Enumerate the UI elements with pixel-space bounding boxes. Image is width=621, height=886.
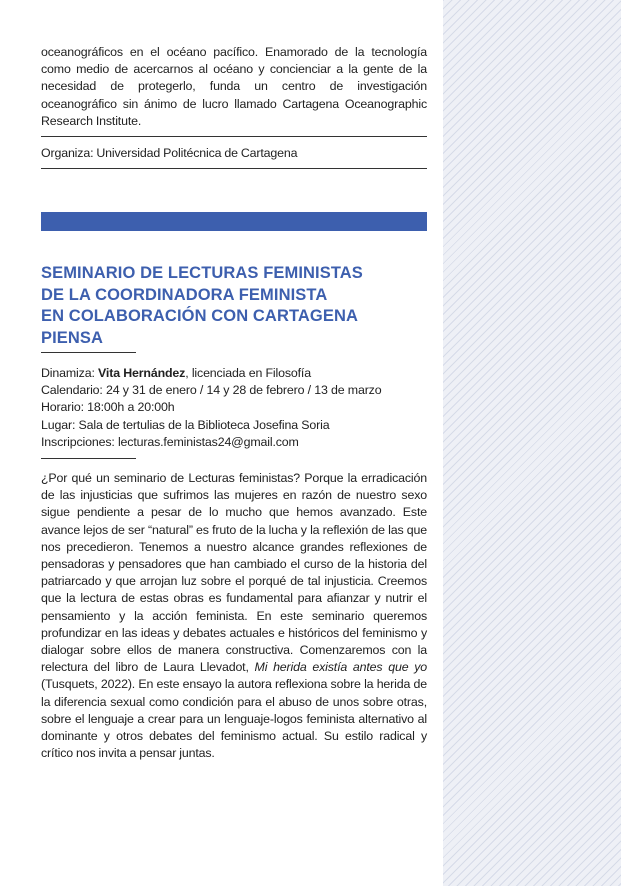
description-text: (Tusquets, 2022). En este ensayo la autora reflexiona sobre la herida de la diferencia sexual como condición para el abuso de unos sobre otras, sobre el lenguaje a crear para un lenguaje-logos feminista alternativo al dominante y otros debates del feminismo actual. Su estilo radical y crítico nos invita a pensar juntas. [41,677,427,761]
accent-band [41,212,427,231]
horario-line: Horario: 18:00h a 20:00h [41,400,175,415]
title-line: PIENSA [41,328,104,347]
inscripciones-line: Inscripciones: lecturas.feministas24@gmail.com [41,434,299,449]
seminar-description [41,470,427,762]
divider-rule [41,168,427,169]
lugar-line: Lugar: Sala de tertulias de la Biblioteca Josefina Soria [41,417,330,432]
decorative-stripe-panel [443,0,621,886]
dinamiza-name: Vita Hernández [98,366,186,380]
title-line: SEMINARIO DE LECTURAS FEMINISTAS [41,264,363,282]
top-section [41,44,427,169]
seminar-title [41,263,427,349]
title-line: EN COLABORACIÓN CON CARTAGENA [41,307,359,325]
book-title: Mi herida existía antes que yo [254,660,427,675]
short-rule [41,458,136,459]
organiza-line: Organiza: Universidad Politécnica de Cartagena [41,146,298,161]
previous-paragraph-tail: oceanográficos en el océano pacífico. Enamorado de la tecnología como medio de acercarnos al océano y concienciar a la gente de la necesidad de protegerlo, funda un centro de investigación oceanográfico sin ánimo de lucro llamado Cartagena Oceanographic Research Institute. [41,45,427,128]
dinamiza-line: Dinamiza: Vita Hernández, licenciada en Filosofía [41,366,311,380]
divider-rule [41,136,427,137]
seminar-info [41,352,427,459]
description-text: ¿Por qué un seminario de Lecturas feministas? Porque la erradicación de las injusticias que sufrimos las mujeres en razón de nuestro sexo sigue pendiente a pesar de lo mucho que hemos avanzado. Este avance lejos de ser “natural” es fruto de la lucha y la reflexión de las que nos precedieron. Tenemos a nuestro alcance grandes reflexiones de pensadoras y pensadores que han cambiado el curso de la historia del patriarcado y que arrojan luz sobre el porqué de tal injusticia. Creemos que la lectura de estas obras es fundamental para afianzar y nutrir el pensamiento y la acción feminista. En este seminario queremos profundizar en las ideas y debates actuales e históricos del feminismo y dialogar sobre ellos de manera constructiva. Comenzaremos con la relectura del libro de Laura Llevadot, [41,471,427,675]
calendario-line: Calendario: 24 y 31 de enero / 14 y 28 de febrero / 13 de marzo [41,383,382,398]
title-line: DE LA COORDINADORA FEMINISTA [41,285,328,304]
